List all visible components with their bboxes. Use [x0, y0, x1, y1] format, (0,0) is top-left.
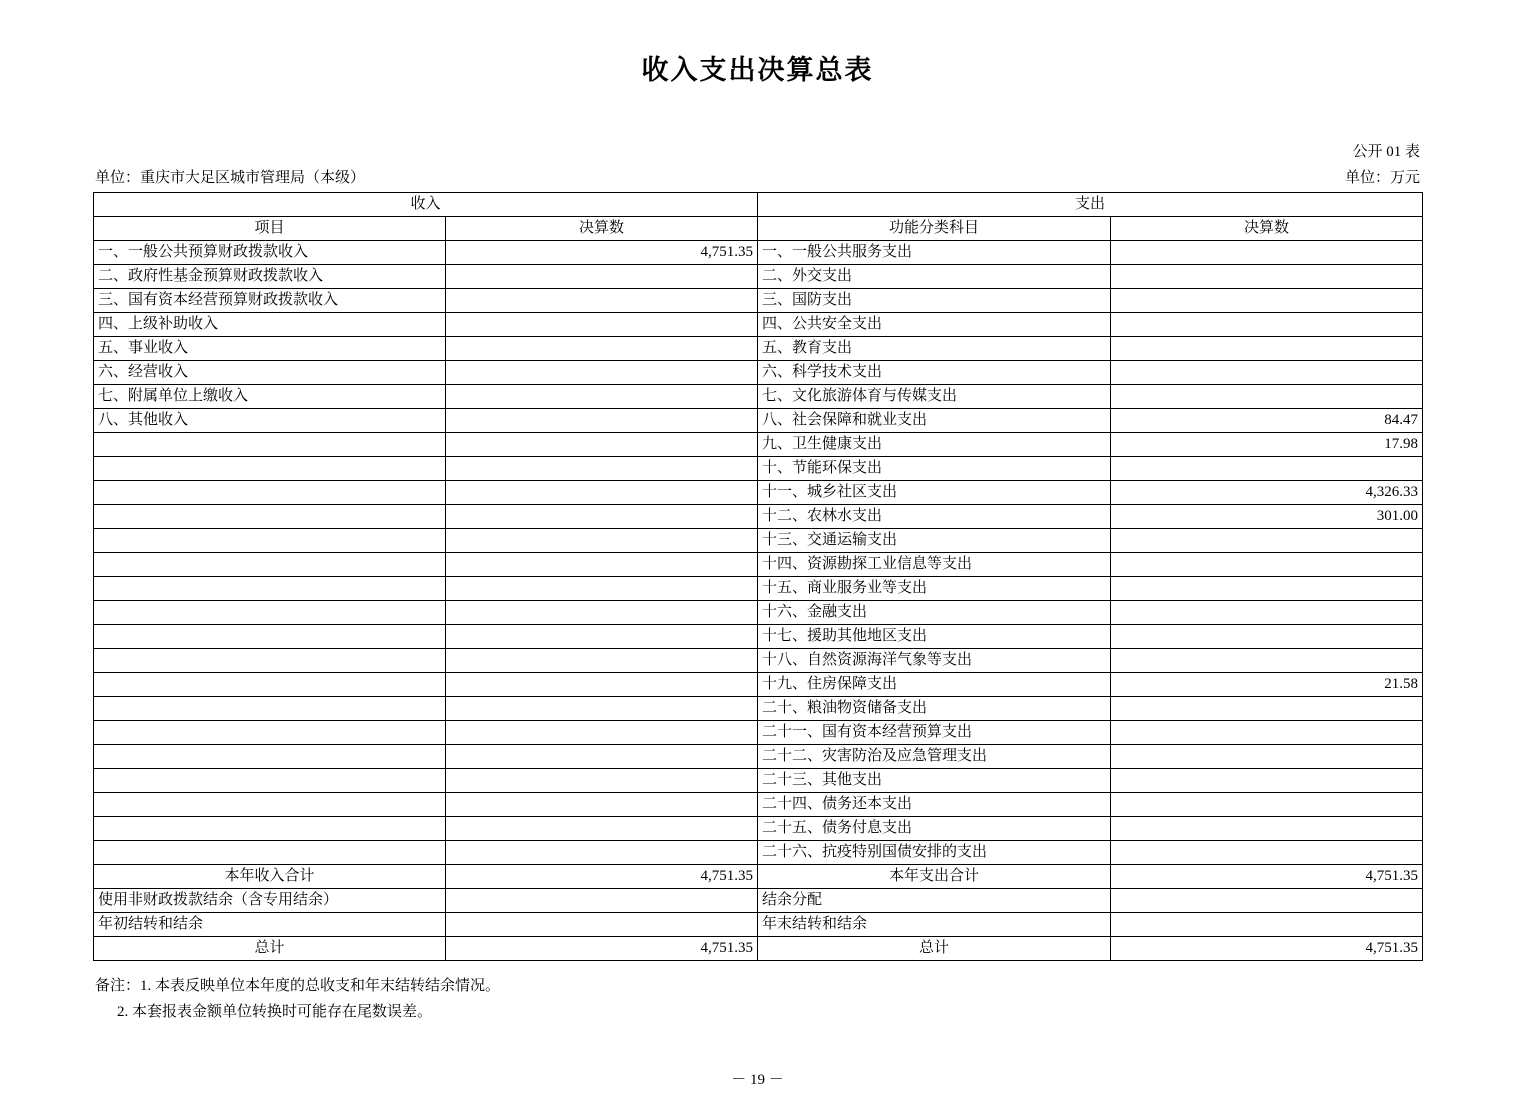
cell-income-value: [446, 409, 758, 433]
cell-expense-value: 301.00: [1111, 505, 1423, 529]
cell-expense-item: 二十二、灾害防治及应急管理支出: [758, 745, 1111, 769]
cell-income-item: [94, 601, 446, 625]
cell-expense-value: [1111, 745, 1423, 769]
cell-expense-value: [1111, 457, 1423, 481]
cell-income-value: [446, 457, 758, 481]
table-row: [94, 337, 1423, 361]
cell-income-item: 三、国有资本经营预算财政拨款收入: [94, 289, 446, 313]
cell-income-item: [94, 505, 446, 529]
cell-expense-item: 二十三、其他支出: [758, 769, 1111, 793]
group-header-income: 收入: [94, 193, 758, 217]
cell-income-value: [446, 601, 758, 625]
cell-income-value: [446, 745, 758, 769]
form-code-label: 公开 01 表: [1352, 144, 1420, 160]
table-row: [94, 553, 1423, 577]
table-row: [94, 625, 1423, 649]
cell-income-value: [446, 625, 758, 649]
cell-expense-value: 84.47: [1111, 409, 1423, 433]
table-row: [94, 457, 1423, 481]
cell-expense-value: [1111, 649, 1423, 673]
cell-income-value: [446, 913, 758, 937]
cell-expense-value: 4,751.35: [1111, 865, 1423, 889]
cell-income-value: [446, 793, 758, 817]
notes-block: [95, 973, 500, 1025]
column-header-expense-item: 功能分类科目: [758, 217, 1111, 241]
unit-name-label: 单位：重庆市大足区城市管理局（本级）: [95, 170, 366, 186]
cell-expense-item: 七、文化旅游体育与传媒支出: [758, 385, 1111, 409]
table-row: [94, 817, 1423, 841]
cell-expense-value: 4,326.33: [1111, 481, 1423, 505]
cell-income-item: [94, 625, 446, 649]
cell-expense-item: 本年支出合计: [758, 865, 1111, 889]
table-row: [94, 673, 1423, 697]
cell-expense-item: 年末结转和结余: [758, 913, 1111, 937]
cell-expense-item: 十一、城乡社区支出: [758, 481, 1111, 505]
cell-income-value: [446, 841, 758, 865]
cell-expense-value: 21.58: [1111, 673, 1423, 697]
cell-expense-item: 总计: [758, 937, 1111, 961]
cell-expense-value: [1111, 601, 1423, 625]
cell-income-item: 四、上级补助收入: [94, 313, 446, 337]
cell-expense-item: 三、国防支出: [758, 289, 1111, 313]
cell-income-item: [94, 673, 446, 697]
cell-income-value: [446, 889, 758, 913]
cell-expense-item: 五、教育支出: [758, 337, 1111, 361]
table-head: [94, 193, 1423, 241]
cell-income-item: [94, 433, 446, 457]
cell-income-item: 一、一般公共预算财政拨款收入: [94, 241, 446, 265]
cell-income-item: [94, 721, 446, 745]
table-row: [94, 433, 1423, 457]
table-row: [94, 841, 1423, 865]
cell-income-value: [446, 553, 758, 577]
table-summary-row: [94, 889, 1423, 913]
table-summary-row: [94, 865, 1423, 889]
cell-expense-value: [1111, 625, 1423, 649]
cell-income-value: [446, 649, 758, 673]
table-row: [94, 385, 1423, 409]
cell-expense-value: [1111, 793, 1423, 817]
cell-expense-item: 十七、援助其他地区支出: [758, 625, 1111, 649]
cell-expense-value: [1111, 817, 1423, 841]
cell-expense-value: [1111, 361, 1423, 385]
cell-income-value: [446, 289, 758, 313]
cell-expense-item: 十六、金融支出: [758, 601, 1111, 625]
cell-expense-item: 二十一、国有资本经营预算支出: [758, 721, 1111, 745]
table-row: [94, 409, 1423, 433]
cell-expense-value: [1111, 313, 1423, 337]
cell-income-item: 八、其他收入: [94, 409, 446, 433]
table-summary-row: [94, 913, 1423, 937]
cell-income-item: [94, 529, 446, 553]
cell-income-item: [94, 817, 446, 841]
table-row: [94, 601, 1423, 625]
cell-expense-item: 十四、资源勘探工业信息等支出: [758, 553, 1111, 577]
column-header-income-item: 项目: [94, 217, 446, 241]
cell-income-item: 本年收入合计: [94, 865, 446, 889]
cell-expense-value: [1111, 721, 1423, 745]
budget-summary-table: [93, 192, 1423, 961]
table-summary-row: [94, 937, 1423, 961]
cell-expense-value: [1111, 913, 1423, 937]
table-row: [94, 265, 1423, 289]
page-title: 收入支出决算总表: [641, 55, 874, 86]
cell-expense-item: 十三、交通运输支出: [758, 529, 1111, 553]
cell-income-value: [446, 481, 758, 505]
cell-income-value: [446, 529, 758, 553]
cell-expense-item: 二十六、抗疫特别国债安排的支出: [758, 841, 1111, 865]
table-row: [94, 289, 1423, 313]
table-row: [94, 745, 1423, 769]
cell-expense-value: [1111, 265, 1423, 289]
cell-expense-value: [1111, 529, 1423, 553]
table-row: [94, 481, 1423, 505]
table-row: [94, 721, 1423, 745]
cell-expense-value: [1111, 769, 1423, 793]
cell-income-value: [446, 769, 758, 793]
column-header-expense-value: 决算数: [1111, 217, 1423, 241]
cell-income-value: [446, 313, 758, 337]
cell-income-item: 年初结转和结余: [94, 913, 446, 937]
cell-expense-item: 八、社会保障和就业支出: [758, 409, 1111, 433]
cell-income-value: 4,751.35: [446, 937, 758, 961]
cell-income-value: [446, 361, 758, 385]
cell-income-item: [94, 697, 446, 721]
table-row: [94, 313, 1423, 337]
table-row: [94, 769, 1423, 793]
cell-expense-value: 17.98: [1111, 433, 1423, 457]
cell-income-item: [94, 769, 446, 793]
note-line-2: 2. 本套报表金额单位转换时可能存在尾数误差。: [117, 1004, 433, 1020]
column-header-row: [94, 217, 1423, 241]
cell-income-item: [94, 553, 446, 577]
cell-expense-item: 十八、自然资源海洋气象等支出: [758, 649, 1111, 673]
cell-income-item: 五、事业收入: [94, 337, 446, 361]
cell-expense-value: [1111, 577, 1423, 601]
cell-expense-item: 十五、商业服务业等支出: [758, 577, 1111, 601]
cell-expense-value: [1111, 553, 1423, 577]
cell-expense-item: 结余分配: [758, 889, 1111, 913]
cell-income-item: [94, 649, 446, 673]
cell-income-item: 六、经营收入: [94, 361, 446, 385]
cell-income-value: [446, 721, 758, 745]
cell-expense-item: 二十五、债务付息支出: [758, 817, 1111, 841]
meta-row: [95, 166, 1420, 187]
table-body: [94, 241, 1423, 961]
table-row: [94, 793, 1423, 817]
cell-expense-item: 六、科学技术支出: [758, 361, 1111, 385]
table-row: [94, 697, 1423, 721]
page-number: － 19 －: [731, 1072, 784, 1088]
cell-expense-item: 十九、住房保障支出: [758, 673, 1111, 697]
cell-income-value: 4,751.35: [446, 865, 758, 889]
table-row: [94, 529, 1423, 553]
cell-expense-value: [1111, 841, 1423, 865]
cell-income-value: [446, 577, 758, 601]
cell-expense-value: [1111, 289, 1423, 313]
document-page: [0, 48, 1515, 1117]
cell-income-item: [94, 745, 446, 769]
table-row: [94, 649, 1423, 673]
cell-expense-item: 九、卫生健康支出: [758, 433, 1111, 457]
cell-income-value: [446, 505, 758, 529]
cell-expense-item: 十二、农林水支出: [758, 505, 1111, 529]
cell-income-item: [94, 457, 446, 481]
cell-income-item: [94, 481, 446, 505]
cell-expense-value: [1111, 385, 1423, 409]
cell-expense-value: 4,751.35: [1111, 937, 1423, 961]
cell-income-item: [94, 793, 446, 817]
cell-expense-item: 一、一般公共服务支出: [758, 241, 1111, 265]
cell-expense-value: [1111, 889, 1423, 913]
table-row: [94, 505, 1423, 529]
cell-expense-item: 十、节能环保支出: [758, 457, 1111, 481]
cell-expense-item: 二、外交支出: [758, 265, 1111, 289]
cell-income-item: 使用非财政拨款结余（含专用结余）: [94, 889, 446, 913]
cell-income-item: 七、附属单位上缴收入: [94, 385, 446, 409]
cell-income-value: [446, 433, 758, 457]
group-header-row: [94, 193, 1423, 217]
cell-expense-value: [1111, 241, 1423, 265]
cell-expense-item: 二十、粮油物资储备支出: [758, 697, 1111, 721]
cell-income-value: [446, 697, 758, 721]
cell-income-value: [446, 673, 758, 697]
cell-income-item: [94, 577, 446, 601]
table-row: [94, 241, 1423, 265]
cell-income-value: [446, 385, 758, 409]
group-header-expense: 支出: [758, 193, 1423, 217]
cell-income-value: [446, 817, 758, 841]
cell-income-value: [446, 265, 758, 289]
cell-expense-value: [1111, 697, 1423, 721]
table-row: [94, 361, 1423, 385]
cell-income-item: [94, 841, 446, 865]
cell-income-item: 二、政府性基金预算财政拨款收入: [94, 265, 446, 289]
cell-income-value: [446, 337, 758, 361]
cell-expense-item: 四、公共安全支出: [758, 313, 1111, 337]
unit-measure-label: 单位：万元: [1344, 170, 1420, 186]
column-header-income-value: 决算数: [446, 217, 758, 241]
table-row: [94, 577, 1423, 601]
cell-expense-item: 二十四、债务还本支出: [758, 793, 1111, 817]
cell-expense-value: [1111, 337, 1423, 361]
cell-income-value: 4,751.35: [446, 241, 758, 265]
note-line-1: 备注：1. 本表反映单位本年度的总收支和年末结转结余情况。: [95, 978, 501, 994]
cell-income-item: 总计: [94, 937, 446, 961]
